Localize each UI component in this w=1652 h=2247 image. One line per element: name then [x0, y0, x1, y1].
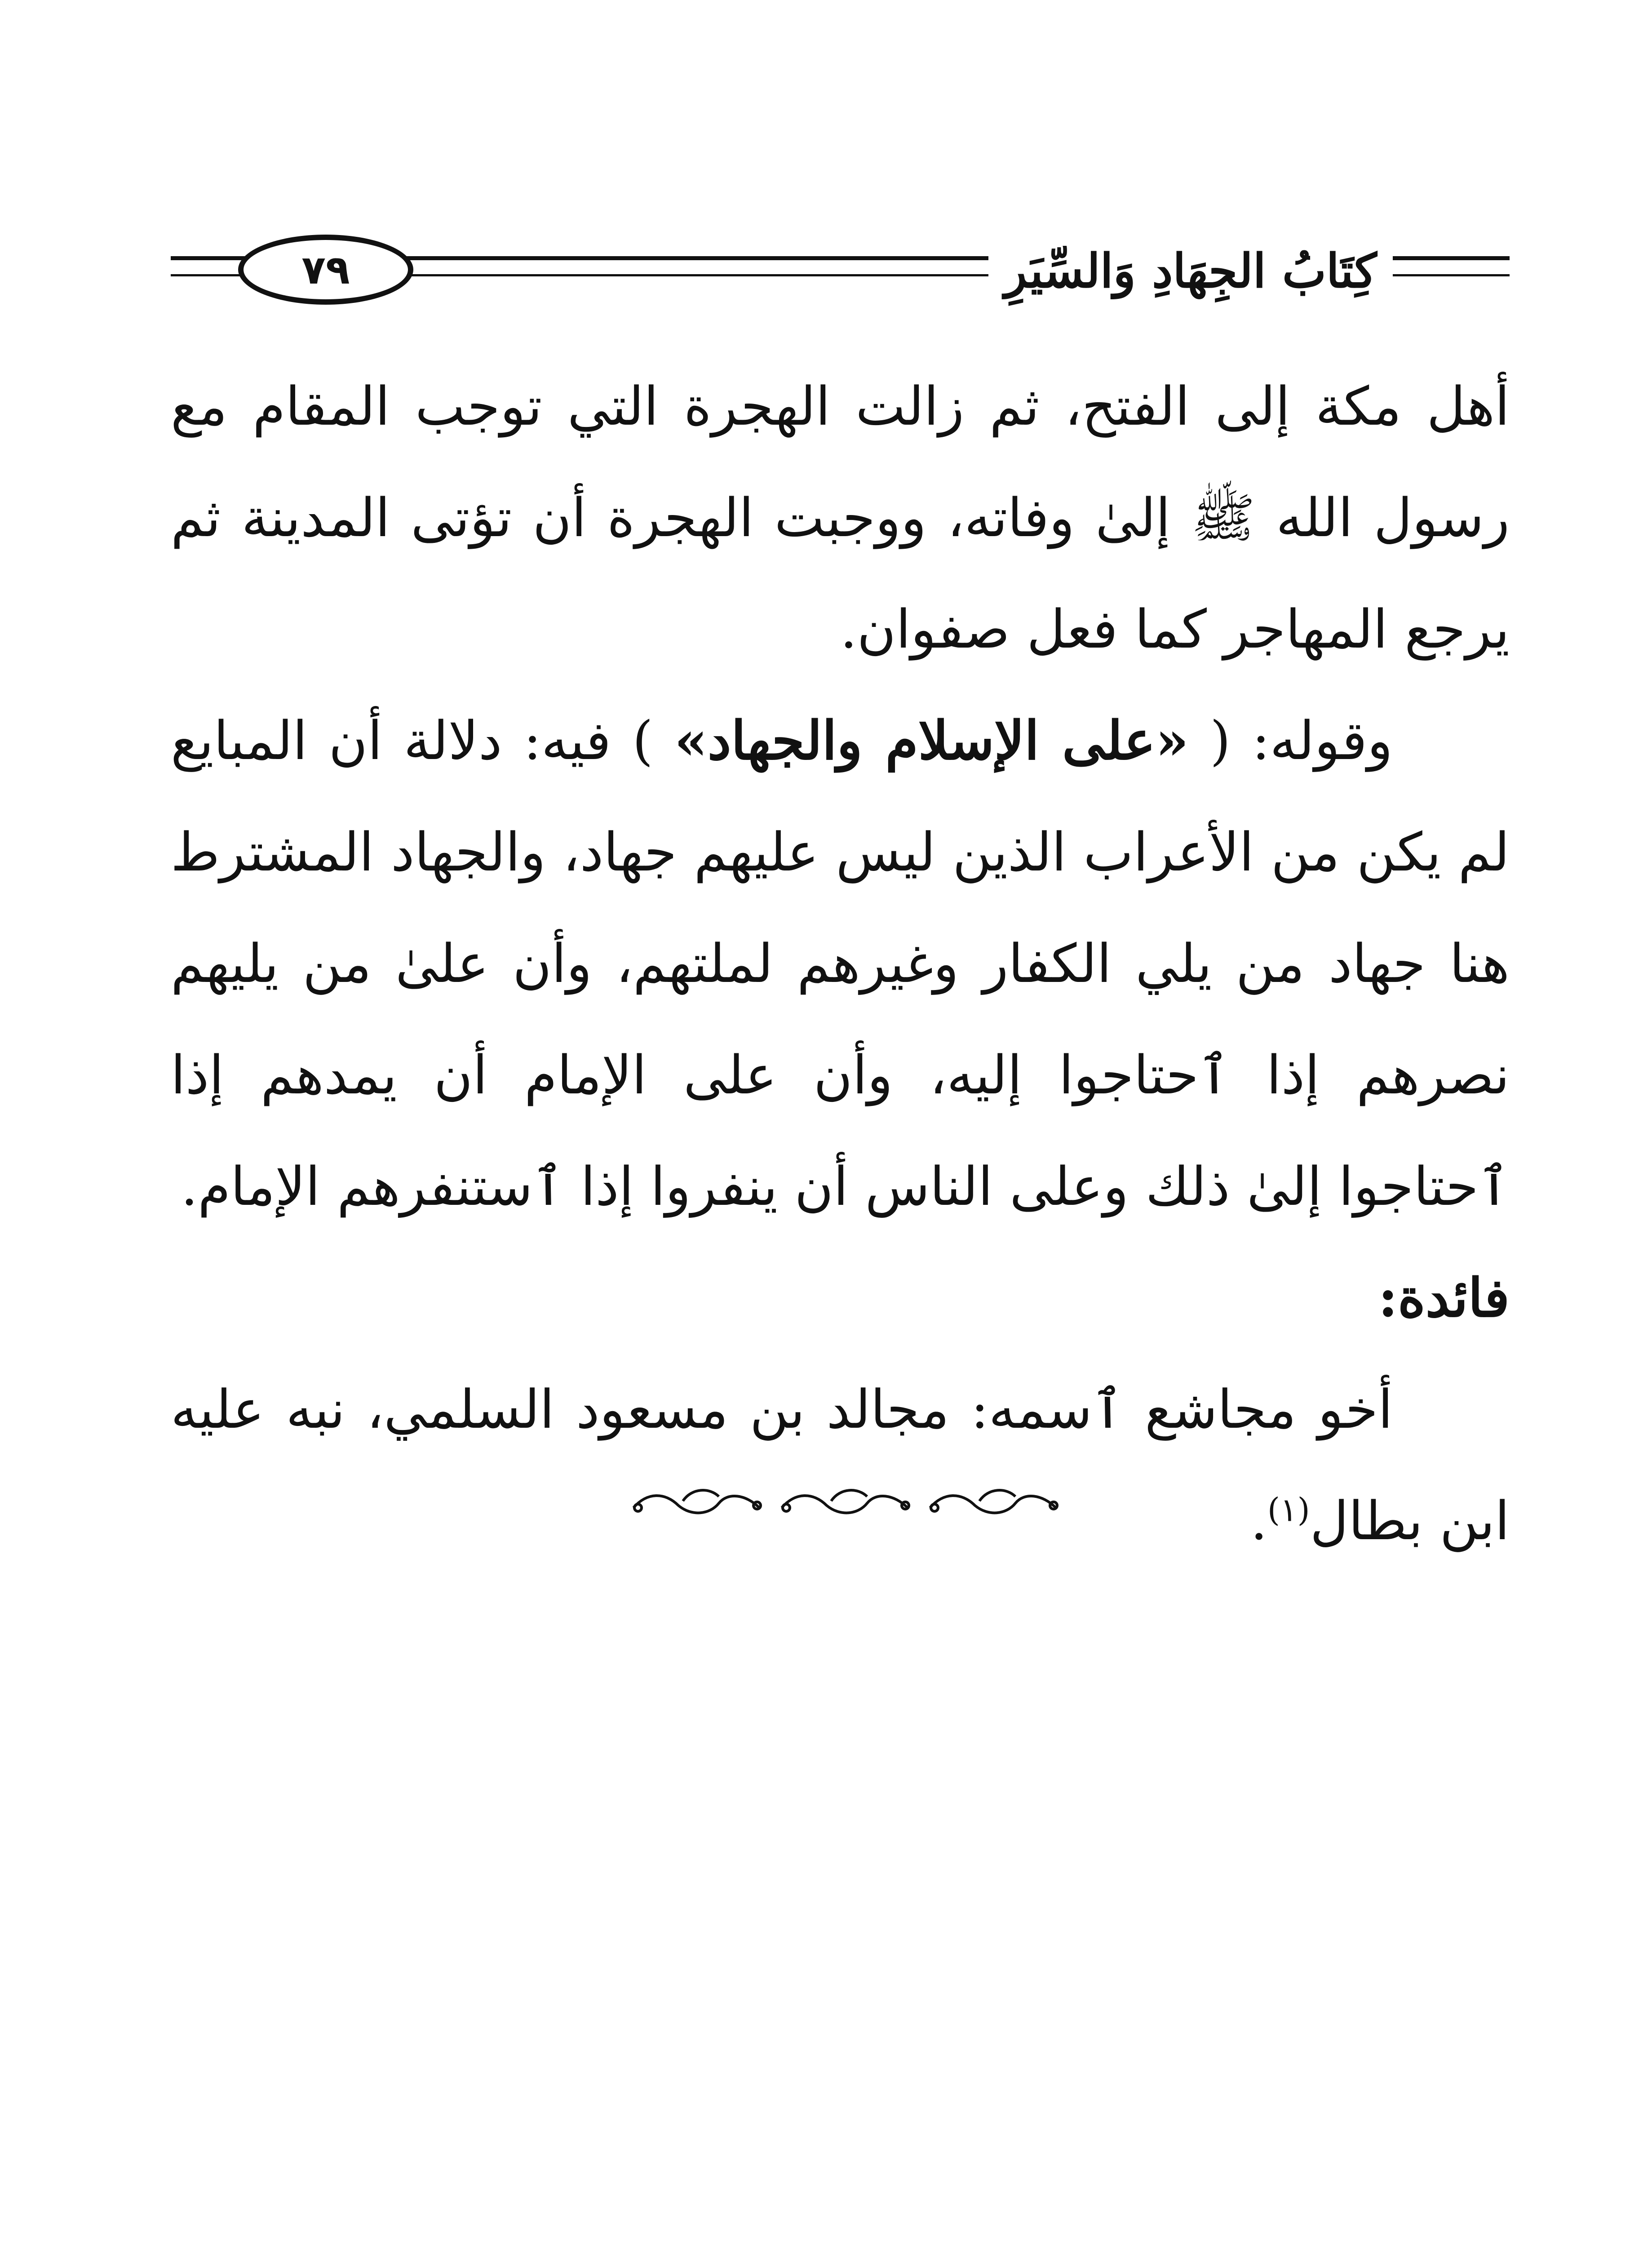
page-header	[171, 225, 1510, 315]
main-text	[171, 351, 1510, 1576]
paragraph-3-text: أخو مجاشع ٱسمه: مجالد بن مسعود السلمي، نبه عليه ابن بطال	[171, 1378, 1510, 1552]
paragraph-2	[171, 685, 1510, 1242]
decorative-ornament	[629, 1483, 1060, 1523]
page-number	[238, 235, 413, 305]
hadith-quote: «على الإسلام والجهاد»	[674, 709, 1189, 772]
section-heading: فائدة:	[1378, 1266, 1510, 1329]
paragraph-2-prefix: وقوله: (	[1210, 710, 1393, 772]
page-number-text: ٧٩	[301, 246, 350, 293]
paragraph-2-text: ) فيه: دلالة أن المبايع لم يكن من الأعراب الذين ليس عليهم جهاد، والجهاد المشترط هنا جهاد من يلي الكفار وغيرهم لملتهم، وأن علىٰ من يليهم نصرهم إذا ٱحتاجوا إليه، وأن على الإمام أن يمدهم إذا ٱحتاجوا إلىٰ ذلك وعلى الناس أن ينفروا إذا ٱستنفرهم الإمام.	[171, 710, 1510, 1217]
running-title: كِتَابُ الجِهَادِ وَالسِّيَرِ	[988, 237, 1393, 305]
paragraph-1: أهل مكة إلى الفتح، ثم زالت الهجرة التي توجب المقام مع رسول الله ﷺ إلىٰ وفاته، ووجبت الهجرة أن تؤتى المدينة ثم يرجع المهاجر كما فعل صفوان.	[171, 375, 1510, 660]
paragraph-3	[171, 1354, 1510, 1576]
paragraph-3-end: .	[1250, 1490, 1267, 1552]
footnote-ref[interactable]: (١)	[1267, 1491, 1310, 1529]
